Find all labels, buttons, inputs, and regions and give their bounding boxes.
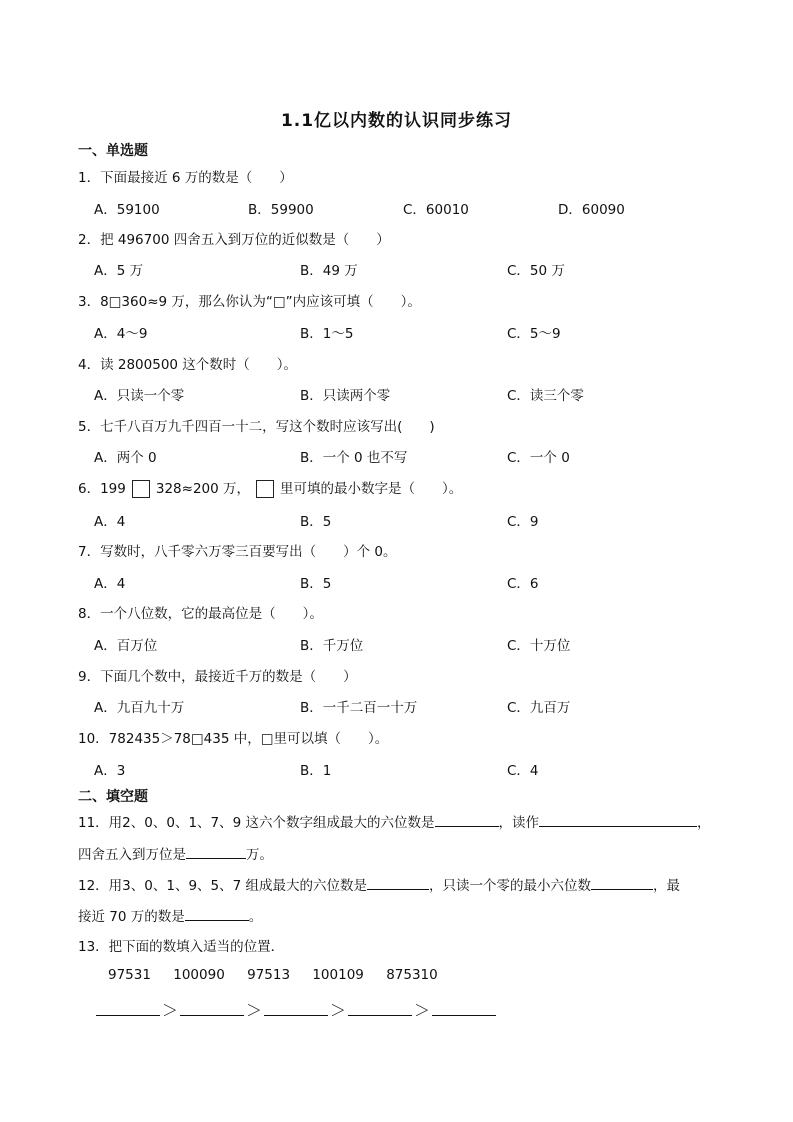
q6-text-middle: 328≈200 万， xyxy=(155,481,250,497)
q6-digit-box-ref xyxy=(256,480,274,498)
q2-option-b[interactable]: B．49 万 xyxy=(300,263,358,279)
question-6 xyxy=(78,477,462,498)
q13-blank-4[interactable] xyxy=(348,999,412,1016)
question-5: 5．七千八百万九千四百一十二，写这个数时应该写出( ) xyxy=(78,419,435,435)
q4-option-a[interactable]: A．只读一个零 xyxy=(94,388,185,404)
q8-option-c[interactable]: C．十万位 xyxy=(507,638,571,654)
q11-text-1: 11．用2、0、0、1、7、9 这六个数字组成最大的六位数是 xyxy=(78,815,435,831)
q1-option-a[interactable]: A．59100 xyxy=(94,202,160,218)
q6-option-a[interactable]: A．4 xyxy=(94,514,126,530)
q11-text-5: 万。 xyxy=(246,847,273,863)
question-2: 2．把 496700 四舍五入到万位的近似数是（ ） xyxy=(78,232,390,248)
question-12 xyxy=(78,874,680,894)
question-7: 7．写数时，八千零六万零三百要写出（ ）个 0。 xyxy=(78,544,397,560)
q13-number: 100109 xyxy=(312,967,364,983)
q1-option-b[interactable]: B．59900 xyxy=(248,202,314,218)
greater-than-sign: ＞ xyxy=(162,1001,179,1020)
q5-option-a[interactable]: A．两个 0 xyxy=(94,450,157,466)
q12-blank-largest[interactable] xyxy=(367,875,429,890)
q13-number-list xyxy=(108,967,456,983)
q12-text-3: ，最 xyxy=(653,878,681,894)
q11-blank-reading[interactable] xyxy=(539,812,697,827)
greater-than-sign: ＞ xyxy=(414,1001,431,1020)
q9-option-b[interactable]: B．一千二百一十万 xyxy=(300,700,418,716)
q13-number: 875310 xyxy=(386,967,438,983)
q4-option-c[interactable]: C．读三个零 xyxy=(507,388,584,404)
q12-text-2: ，只读一个零的最小六位数 xyxy=(429,878,592,894)
q12-text-5: 。 xyxy=(248,909,263,925)
q6-text-end: 里可填的最小数字是（ ）。 xyxy=(280,481,463,497)
q10-option-a[interactable]: A．3 xyxy=(94,763,126,779)
q6-option-b[interactable]: B．5 xyxy=(300,514,332,530)
section-heading-single-choice: 一、单选题 xyxy=(78,143,148,159)
q1-option-d[interactable]: D．60090 xyxy=(558,202,625,218)
q8-option-b[interactable]: B．千万位 xyxy=(300,638,364,654)
q2-option-a[interactable]: A．5 万 xyxy=(94,263,144,279)
q6-digit-box xyxy=(132,480,150,498)
q11-blank-rounded[interactable] xyxy=(186,844,246,859)
q12-blank-smallest[interactable] xyxy=(591,875,653,890)
q13-number: 97531 xyxy=(108,967,151,983)
q2-option-c[interactable]: C．50 万 xyxy=(507,263,565,279)
q10-option-c[interactable]: C．4 xyxy=(507,763,539,779)
q13-ordering-chain xyxy=(96,998,496,1021)
page-title: 1.1亿以内数的认识同步练习 xyxy=(280,111,513,131)
q3-option-c[interactable]: C．5～9 xyxy=(507,326,561,342)
question-12-line-2 xyxy=(78,905,262,925)
q1-option-c[interactable]: C．60010 xyxy=(403,202,469,218)
q11-text-3: ， xyxy=(697,815,711,831)
question-11 xyxy=(78,811,711,831)
q12-blank-nearest[interactable] xyxy=(185,906,249,921)
q13-blank-3[interactable] xyxy=(264,999,328,1016)
question-4: 4．读 2800500 这个数时（ ）。 xyxy=(78,357,298,373)
q3-option-a[interactable]: A．4～9 xyxy=(94,326,148,342)
q12-text-1: 12．用3、0、1、9、5、7 组成最大的六位数是 xyxy=(78,878,368,894)
q11-blank-largest[interactable] xyxy=(435,812,499,827)
q11-text-2: ，读作 xyxy=(498,815,540,831)
question-11-line-2 xyxy=(78,843,273,863)
q13-number: 100090 xyxy=(173,967,225,983)
question-8: 8．一个八位数，它的最高位是（ ）。 xyxy=(78,606,323,622)
q11-text-4: 四舍五入到万位是 xyxy=(78,847,186,863)
q3-option-b[interactable]: B．1～5 xyxy=(300,326,354,342)
q8-option-a[interactable]: A．百万位 xyxy=(94,638,158,654)
greater-than-sign: ＞ xyxy=(330,1001,347,1020)
question-10: 10．782435＞78□435 中，□里可以填（ ）。 xyxy=(78,731,389,747)
q7-option-b[interactable]: B．5 xyxy=(300,576,332,592)
q6-text-start: 6．199 xyxy=(78,481,126,497)
question-3: 3．8□360≈9 万，那么你认为“□”内应该可填（ ）。 xyxy=(78,294,421,310)
q5-option-c[interactable]: C．一个 0 xyxy=(507,450,570,466)
q13-blank-5[interactable] xyxy=(432,999,496,1016)
q10-option-b[interactable]: B．1 xyxy=(300,763,332,779)
q13-blank-1[interactable] xyxy=(96,999,160,1016)
q13-blank-2[interactable] xyxy=(180,999,244,1016)
q9-option-c[interactable]: C．九百万 xyxy=(507,700,571,716)
q12-text-4: 接近 70 万的数是 xyxy=(78,909,185,925)
greater-than-sign: ＞ xyxy=(246,1001,263,1020)
question-13: 13．把下面的数填入适当的位置． xyxy=(78,939,285,955)
q6-option-c[interactable]: C．9 xyxy=(507,514,539,530)
question-1: 1．下面最接近 6 万的数是（ ） xyxy=(78,170,293,186)
q7-option-c[interactable]: C．6 xyxy=(507,576,539,592)
q7-option-a[interactable]: A．4 xyxy=(94,576,126,592)
q5-option-b[interactable]: B．一个 0 也不写 xyxy=(300,450,408,466)
question-9: 9．下面几个数中，最接近千万的数是（ ） xyxy=(78,669,357,685)
q4-option-b[interactable]: B．只读两个零 xyxy=(300,388,391,404)
section-heading-fill-blank: 二、填空题 xyxy=(78,789,148,805)
q13-number: 97513 xyxy=(247,967,291,983)
q9-option-a[interactable]: A．九百九十万 xyxy=(94,700,185,716)
